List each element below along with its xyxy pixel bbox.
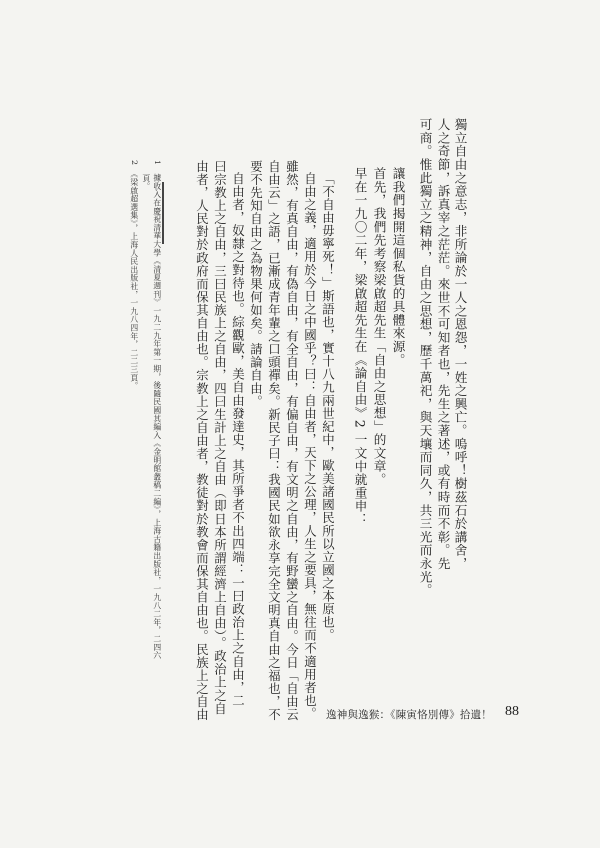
quote-top-line-1: 獨立自由之意志，非所論於一人之恩怨，一姓之興亡。嗚呼！樹茲石於講舍， — [452, 118, 468, 571]
quote-line-2: 自由之義，適用於今日之中國乎？曰：自由者，天下之公理，人生之要具，無往而不適用者也。 — [302, 172, 318, 721]
footnote-rule — [162, 182, 164, 244]
quote-line-6: 自由者，奴隸之對待也。綜觀歐，美自由發達史，其所爭者不出四端：一曰政治上之自由，二 — [230, 172, 246, 708]
quote-line-8: 由者，人民對於政府而保其自由也。宗教上之自由者，教徒對於教會而保其自由也。民族上之自由 — [194, 160, 210, 722]
footnote-1: 1 據收入在慶祝清華大學《清夏週刊》一九二九年第一期，後隨民國其編入《金明館叢稿二編》，上海古籍出版社，一九八二年，二四六 — [152, 160, 162, 660]
body-line-1: 讓我們揭開這個私貨的具體來源。 — [390, 167, 406, 367]
quote-line-4: 自由云」之語，已漸成青年輩之口頭禪矣。新民子曰：我國民如欲永享完全文明真自由之福也，不 — [266, 160, 282, 722]
quote-top-line-3: 可商。惟此獨立之精神，自由之思想，歷千萬祀，與天壤而同久，共三光而永光。 — [417, 118, 433, 597]
running-header: 逸神與逸猴：《陳寅恪別傳》拾遺！ — [326, 709, 492, 721]
footnote-2: 2 《梁啟超選集》，上海人民出版社，一九八四年，二二三頁。 — [129, 160, 139, 391]
body-line-3: 早在一九〇二年，梁啟超先生在《論自由》2 一文中就重申： — [352, 167, 368, 527]
body-line-2: 首先，我們先考察梁啟超先生「自由之思想」的文章。 — [371, 167, 387, 487]
quote-line-5: 要不先知自由之為物果何如矣。請論自由。 — [248, 160, 264, 408]
quote-line-7: 曰宗教上之自由，三曰民族上之自由，四曰生計上之自由（即日本所謂經濟上自由）。政治上之自 — [212, 160, 228, 715]
page-number: 88 — [505, 704, 519, 719]
quote-line-3: 雖然，有真自由，有偽自由，有全自由，有偏自由，有文明之自由，有野蠻之自由。今日「自由云 — [284, 160, 300, 722]
quote-line-1: 「不自由毋寧死！」斯語也，實十八九兩世紀中，歐美諸國民所以立國之本原也。 — [320, 172, 336, 642]
quote-top-line-2: 人之奇節，訴真宰之茫茫。來世不可知者也，先生之著述，或有時而不彰。先 — [435, 118, 451, 571]
footnote-1-cont: 頁。 — [141, 174, 151, 191]
